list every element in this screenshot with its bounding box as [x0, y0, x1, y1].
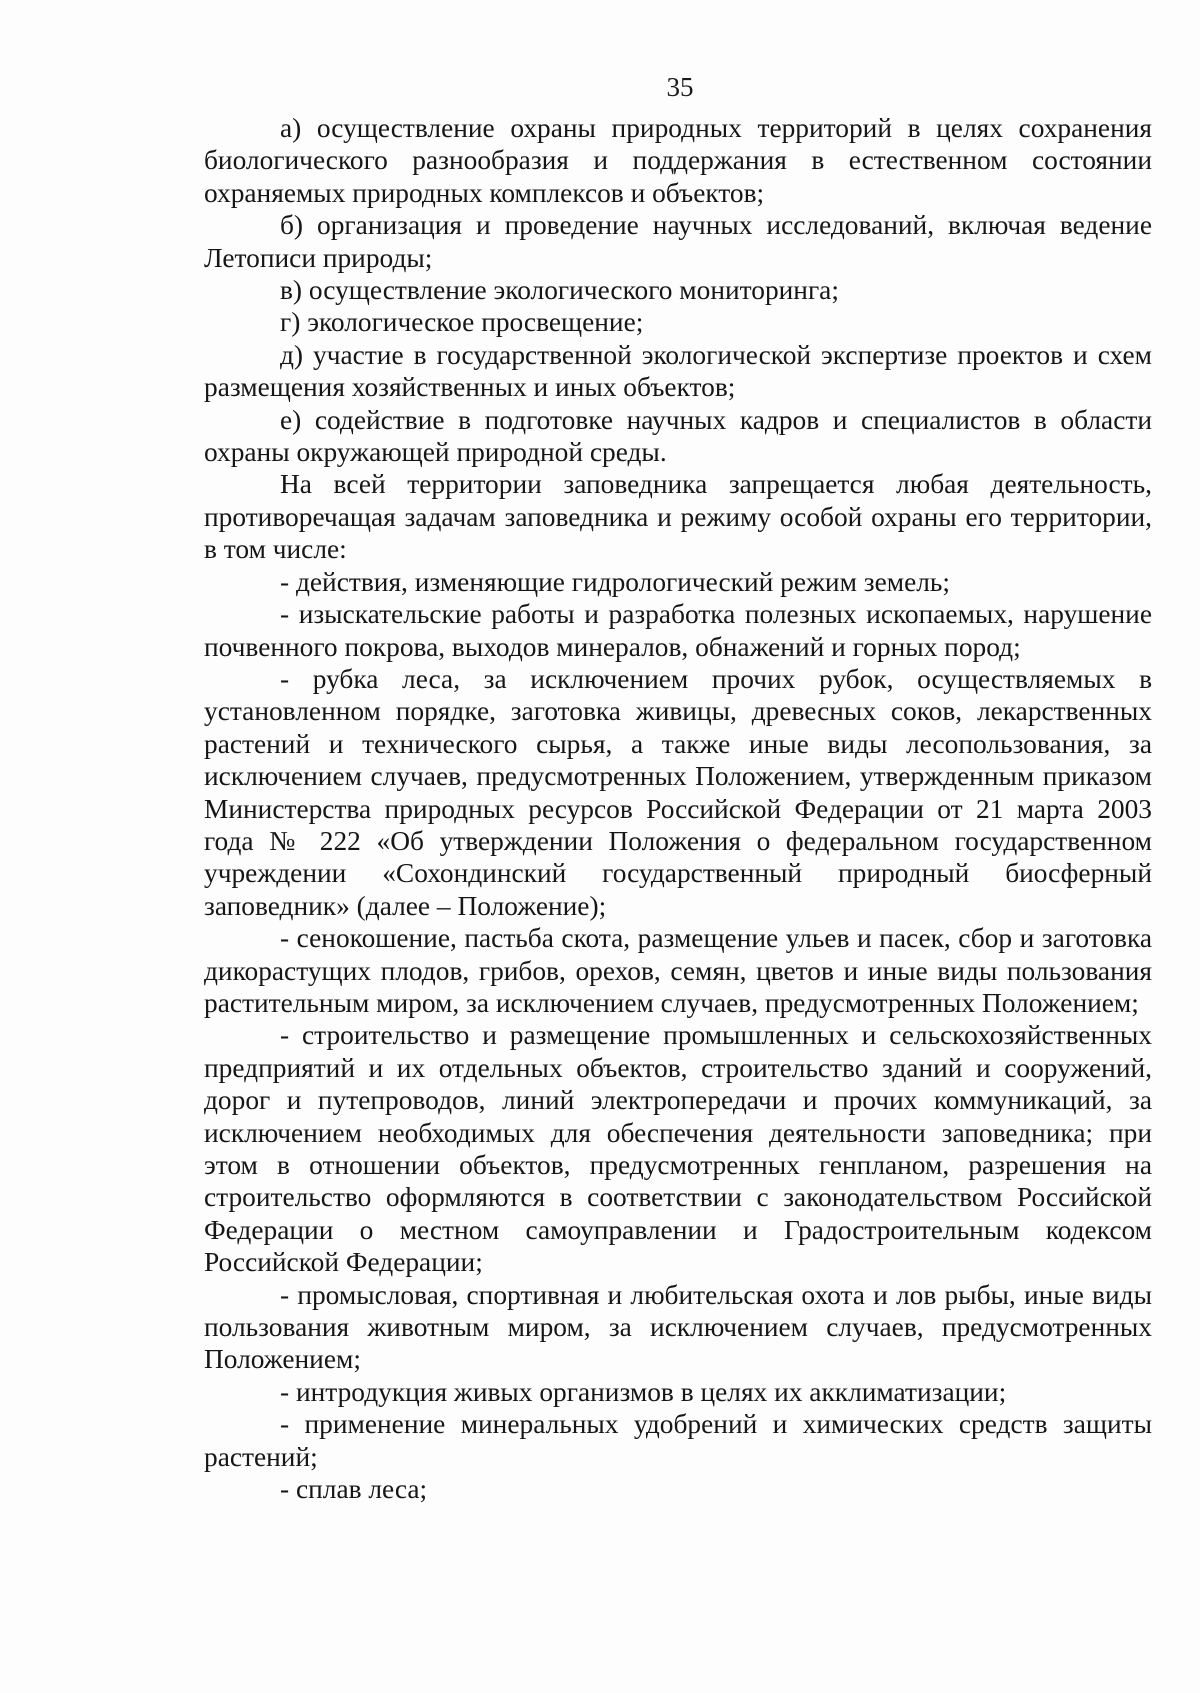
- list-item-mining: - изыскательские работы и разработка полезных ископаемых, нарушение почвенного покрова, выходов минералов, обнажений и горных пород;: [204, 599, 1152, 662]
- paragraph-item-d: д) участие в государственной экологической экспертизе проектов и схем размещения хозяйственных и иных объектов;: [204, 339, 1152, 403]
- list-item-timber-rafting: - сплав леса;: [280, 1474, 428, 1505]
- page-number: 35: [666, 72, 694, 102]
- paragraph-item-g: г) экологическое просвещение;: [280, 307, 644, 338]
- list-item-haymaking: - сенокошение, пастьба скота, размещение ульев и пасек, сбор и заготовка дикорастущих плодов, грибов, орехов, семян, цветов и иные виды пользования растительным миром, за исключением случаев, предусмотренных Положением;: [204, 923, 1152, 1018]
- list-item-introduction: - интродукция живых организмов в целях их акклиматизации;: [280, 1376, 1007, 1407]
- paragraph-item-a: а) осуществление охраны природных территорий в целях сохранения биологического разнообразия и поддержания в естественном состоянии охраняемых природных комплексов и объектов;: [204, 113, 1152, 208]
- paragraph-item-v: в) осуществление экологического мониторинга;: [280, 275, 839, 306]
- list-item-hydrology: - действия, изменяющие гидрологический режим земель;: [280, 566, 951, 597]
- paragraph-item-b: б) организация и проведение научных исследований, включая ведение Летописи природы;: [204, 210, 1152, 273]
- list-item-fertilizers: - применение минеральных удобрений и химических средств защиты растений;: [204, 1409, 1152, 1472]
- list-item-construction: - строительство и размещение промышленных и сельскохозяйственных предприятий и их отдельных объектов, строительство зданий и сооружений, дорог и путепроводов, линий электропередачи и прочих коммуникаций, за исключением необходимых для обеспечения деятельности заповедника; при этом в отношении объектов, предусмотренных генпланом, разрешения на строительство оформляются в соответствии с законодательством Российской Федерации о местном самоуправлении и Градостроительным кодексом Российской Федерации;: [204, 1020, 1152, 1278]
- document-body: [204, 112, 1152, 1505]
- paragraph-prohibitions-intro: На всей территории заповедника запрещается любая деятельность, противоречащая задачам заповедника и режиму особой охраны его территории, в том числе:: [204, 469, 1152, 565]
- paragraph-item-e: е) содействие в подготовке научных кадров и специалистов в области охраны окружающей природной среды.: [204, 404, 1152, 468]
- list-item-logging: - рубка леса, за исключением прочих рубок, осуществляемых в установленном порядке, заготовка живицы, древесных соков, лекарственных растений и технического сырья, а также иные виды лесопользования, за исключением случаев, предусмотренных Положением, утвержденным приказом Министерства природных ресурсов Российской Федерации от 21 марта 2003 года № 222 «Об утверждении Положения о федеральном государственном учреждении «Сохондинский государственный природный биосферный заповедник» (далее – Положение);: [204, 663, 1152, 921]
- list-item-hunting: - промысловая, спортивная и любительская охота и лов рыбы, иные виды пользования животным миром, за исключением случаев, предусмотренных Положением;: [204, 1279, 1152, 1375]
